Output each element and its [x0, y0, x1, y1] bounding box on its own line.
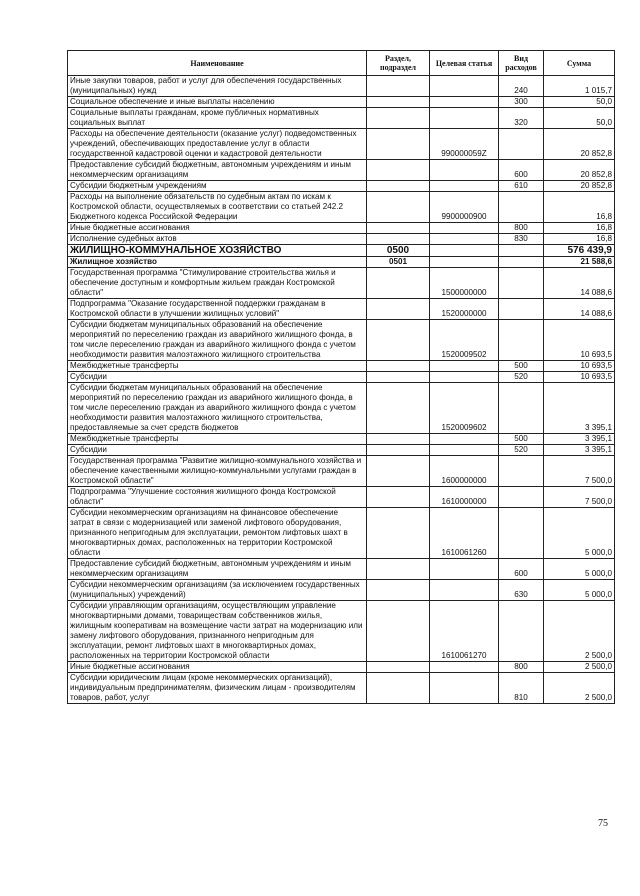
cell-name: Иные закупки товаров, работ и услуг для обеспечения государственных (муниципальных) нужд: [68, 76, 367, 97]
cell-name: Межбюджетные трансферты: [68, 361, 367, 372]
cell-target: [430, 559, 499, 580]
cell-type: [499, 192, 544, 223]
cell-section: [367, 223, 430, 234]
cell-amount: 1 015,7: [544, 76, 615, 97]
cell-target: 1520009502: [430, 320, 499, 361]
cell-target: [430, 181, 499, 192]
cell-section: [367, 160, 430, 181]
cell-name: Жилищное хозяйство: [68, 257, 367, 268]
cell-amount: 16,8: [544, 234, 615, 245]
cell-amount: 16,8: [544, 223, 615, 234]
table-row: [68, 257, 615, 268]
table-row: [68, 361, 615, 372]
header-type: Вид расходов: [499, 51, 544, 76]
budget-table: [67, 50, 615, 704]
cell-type: [499, 456, 544, 487]
cell-type: [499, 487, 544, 508]
table-header-row: [68, 51, 615, 76]
cell-target: [430, 372, 499, 383]
table-row: [68, 192, 615, 223]
cell-section: [367, 445, 430, 456]
cell-section: [367, 320, 430, 361]
cell-amount: 20 852,8: [544, 181, 615, 192]
cell-amount: 50,0: [544, 97, 615, 108]
cell-section: [367, 192, 430, 223]
table-row: [68, 662, 615, 673]
cell-amount: 7 500,0: [544, 487, 615, 508]
cell-target: [430, 223, 499, 234]
cell-section: [367, 181, 430, 192]
cell-amount: 50,0: [544, 108, 615, 129]
cell-amount: 3 395,1: [544, 445, 615, 456]
table-row: [68, 76, 615, 97]
table-row: [68, 129, 615, 160]
cell-amount: 576 439,9: [544, 245, 615, 257]
cell-amount: 10 693,5: [544, 320, 615, 361]
cell-type: 600: [499, 160, 544, 181]
table-row: [68, 223, 615, 234]
table-row: [68, 234, 615, 245]
cell-amount: 5 000,0: [544, 508, 615, 559]
cell-name: Социальные выплаты гражданам, кроме публичных нормативных социальных выплат: [68, 108, 367, 129]
table-row: [68, 456, 615, 487]
header-target: Целевая статья: [430, 51, 499, 76]
cell-name: Субсидии бюджетам муниципальных образований на обеспечение мероприятий по переселению граждан из аварийного жилищного фонда, в том числе переселению граждан из аварийного жилищного фонда с учетом необходимости развития малоэтажного жилищного строительства, предоставляемые за счет средств бюджетов: [68, 383, 367, 434]
cell-name: Субсидии некоммерческим организациям на финансовое обеспечение затрат в связи с модернизацией или заменой лифтового оборудования, признанного непригодным для эксплуатации, ремонтом лифтовых шахт в многоквартирных домах, расположенных на территории Костромской области: [68, 508, 367, 559]
cell-amount: 14 088,6: [544, 299, 615, 320]
cell-amount: 20 852,8: [544, 160, 615, 181]
cell-name: Подпрограмма "Оказание государственной поддержки гражданам в Костромской области в улучшении жилищных условий": [68, 299, 367, 320]
cell-target: [430, 445, 499, 456]
table-row: [68, 673, 615, 704]
cell-section: [367, 662, 430, 673]
cell-type: 300: [499, 97, 544, 108]
cell-type: 610: [499, 181, 544, 192]
cell-type: 600: [499, 559, 544, 580]
cell-amount: 3 395,1: [544, 383, 615, 434]
page-number: 75: [598, 818, 608, 829]
cell-section: [367, 673, 430, 704]
cell-target: 1610000000: [430, 487, 499, 508]
cell-type: [499, 129, 544, 160]
cell-target: 1500000000: [430, 268, 499, 299]
cell-type: [499, 245, 544, 257]
cell-name: Иные бюджетные ассигнования: [68, 662, 367, 673]
header-amount: Сумма: [544, 51, 615, 76]
cell-type: 630: [499, 580, 544, 601]
cell-name: Субсидии юридическим лицам (кроме некоммерческих организаций), индивидуальным предпринимателям, физическим лицам - производителям товаров, работ, услуг: [68, 673, 367, 704]
cell-target: [430, 76, 499, 97]
cell-target: [430, 673, 499, 704]
cell-amount: 14 088,6: [544, 268, 615, 299]
table-row: [68, 372, 615, 383]
cell-amount: 2 500,0: [544, 601, 615, 662]
cell-target: [430, 234, 499, 245]
cell-target: [430, 662, 499, 673]
cell-target: [430, 160, 499, 181]
cell-type: 500: [499, 434, 544, 445]
cell-name: Исполнение судебных актов: [68, 234, 367, 245]
cell-section: [367, 434, 430, 445]
cell-name: Государственная программа "Развитие жилищно-коммунального хозяйства и обеспечение качественными жилищно-коммунальными услугами граждан в Костромской области": [68, 456, 367, 487]
cell-section: [367, 268, 430, 299]
cell-target: 1520009602: [430, 383, 499, 434]
cell-section: 0500: [367, 245, 430, 257]
cell-amount: 10 693,5: [544, 361, 615, 372]
table-row: [68, 580, 615, 601]
cell-type: 830: [499, 234, 544, 245]
cell-type: [499, 257, 544, 268]
cell-name: Предоставление субсидий бюджетным, автономным учреждениям и иным некоммерческим организациям: [68, 559, 367, 580]
cell-section: 0501: [367, 257, 430, 268]
cell-type: 320: [499, 108, 544, 129]
cell-name: ЖИЛИЩНО-КОММУНАЛЬНОЕ ХОЗЯЙСТВО: [68, 245, 367, 257]
cell-name: Субсидии бюджетным учреждениям: [68, 181, 367, 192]
table-row: [68, 245, 615, 257]
table-row: [68, 181, 615, 192]
table-row: [68, 434, 615, 445]
cell-section: [367, 108, 430, 129]
cell-target: [430, 97, 499, 108]
cell-name: Субсидии управляющим организациям, осуществляющим управление многоквартирными домами, товариществам собственников жилья, жилищным кооперативам на возмещение части затрат на модернизацию или замену лифтового оборудования, признанного непригодным для эксплуатации, ремонт лифтовых шахт в многоквартирных домах, расположенных на территории Костромской области: [68, 601, 367, 662]
cell-name: Межбюджетные трансферты: [68, 434, 367, 445]
table-row: [68, 299, 615, 320]
cell-type: 240: [499, 76, 544, 97]
cell-target: 990000059Z: [430, 129, 499, 160]
cell-section: [367, 234, 430, 245]
cell-name: Подпрограмма "Улучшение состояния жилищного фонда Костромской области": [68, 487, 367, 508]
cell-name: Предоставление субсидий бюджетным, автономным учреждениям и иным некоммерческим организациям: [68, 160, 367, 181]
cell-amount: 3 395,1: [544, 434, 615, 445]
cell-section: [367, 559, 430, 580]
cell-amount: 2 500,0: [544, 662, 615, 673]
cell-type: [499, 508, 544, 559]
cell-type: [499, 268, 544, 299]
header-name: Наименование: [68, 51, 367, 76]
cell-name: Расходы на обеспечение деятельности (оказание услуг) подведомственных учреждений, обеспечивающих предоставление услуг в области государственной кадастровой оценки и кадастровой деятельности: [68, 129, 367, 160]
cell-target: 1520000000: [430, 299, 499, 320]
cell-type: 500: [499, 361, 544, 372]
cell-amount: 2 500,0: [544, 673, 615, 704]
cell-section: [367, 580, 430, 601]
cell-type: 800: [499, 662, 544, 673]
table-row: [68, 559, 615, 580]
table-row: [68, 487, 615, 508]
cell-name: Иные бюджетные ассигнования: [68, 223, 367, 234]
table-row: [68, 268, 615, 299]
cell-target: 1610061270: [430, 601, 499, 662]
cell-target: [430, 257, 499, 268]
cell-type: 800: [499, 223, 544, 234]
cell-type: [499, 320, 544, 361]
cell-amount: 5 000,0: [544, 580, 615, 601]
cell-name: Расходы на выполнение обязательств по судебным актам по искам к Костромской области, осуществляемых в соответствии со статьей 242.2 Бюджетного кодекса Российской Федерации: [68, 192, 367, 223]
cell-amount: 20 852,8: [544, 129, 615, 160]
cell-target: [430, 245, 499, 257]
cell-type: 520: [499, 372, 544, 383]
cell-target: [430, 361, 499, 372]
cell-amount: 21 588,6: [544, 257, 615, 268]
cell-amount: 10 693,5: [544, 372, 615, 383]
cell-section: [367, 372, 430, 383]
table-row: [68, 108, 615, 129]
cell-section: [367, 487, 430, 508]
cell-name: Субсидии: [68, 372, 367, 383]
cell-name: Государственная программа "Стимулирование строительства жилья и обеспечение доступным и комфортным жильем граждан Костромской области": [68, 268, 367, 299]
cell-target: [430, 580, 499, 601]
cell-name: Социальное обеспечение и иные выплаты населению: [68, 97, 367, 108]
cell-section: [367, 383, 430, 434]
cell-type: 520: [499, 445, 544, 456]
cell-target: [430, 434, 499, 445]
table-row: [68, 160, 615, 181]
cell-target: 1600000000: [430, 456, 499, 487]
cell-amount: 16,8: [544, 192, 615, 223]
cell-name: Субсидии: [68, 445, 367, 456]
cell-type: [499, 601, 544, 662]
cell-section: [367, 601, 430, 662]
cell-section: [367, 299, 430, 320]
cell-name: Субсидии некоммерческим организациям (за исключением государственных (муниципальных) учреждений): [68, 580, 367, 601]
table-row: [68, 445, 615, 456]
cell-section: [367, 361, 430, 372]
cell-type: [499, 299, 544, 320]
table-row: [68, 508, 615, 559]
cell-amount: 5 000,0: [544, 559, 615, 580]
cell-name: Субсидии бюджетам муниципальных образований на обеспечение мероприятий по переселению граждан из аварийного жилищного фонда, в том числе переселению граждан из аварийного жилищного фонда с учетом необходимости развития малоэтажного жилищного строительства: [68, 320, 367, 361]
cell-section: [367, 76, 430, 97]
table-row: [68, 320, 615, 361]
table-row: [68, 97, 615, 108]
cell-type: 810: [499, 673, 544, 704]
cell-amount: 7 500,0: [544, 456, 615, 487]
cell-section: [367, 129, 430, 160]
cell-target: 9900000900: [430, 192, 499, 223]
header-section: Раздел, подраздел: [367, 51, 430, 76]
cell-section: [367, 508, 430, 559]
cell-section: [367, 97, 430, 108]
table-row: [68, 383, 615, 434]
cell-section: [367, 456, 430, 487]
cell-target: 1610061260: [430, 508, 499, 559]
table-row: [68, 601, 615, 662]
cell-target: [430, 108, 499, 129]
cell-type: [499, 383, 544, 434]
